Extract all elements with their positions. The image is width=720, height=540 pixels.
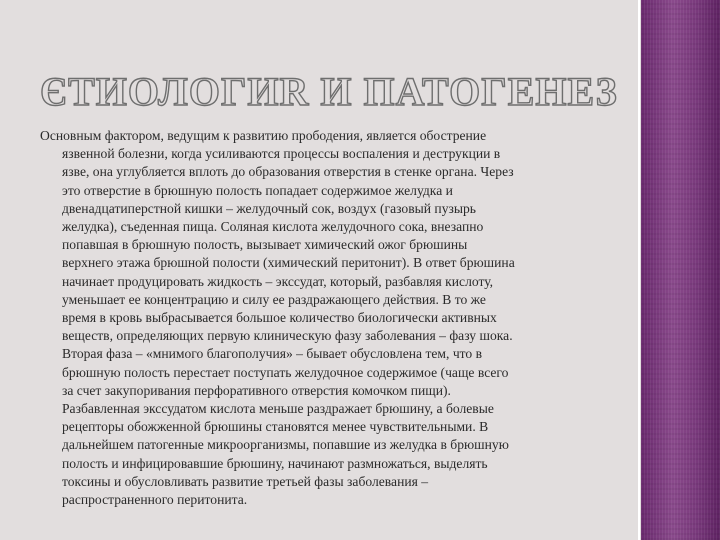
body-line: распространенного перитонита. xyxy=(62,492,248,508)
body-line: за счет закупоривания перфоративного отверстия комочком пищи). xyxy=(62,382,451,398)
body-line: желудка), съеденная пища. Соляная кислота желудочного сока, внезапно xyxy=(62,219,484,235)
slide-title: ЄТИОЛОГИR И ПАТОГЕНЕЗ xyxy=(40,69,618,114)
body-line: это отверстие в брюшную полость попадает содержимое желудка и xyxy=(62,182,453,198)
body-line: Вторая фаза – «мнимого благополучия» – бывает обусловлена тем, что в xyxy=(62,346,483,362)
body-line: Разбавленная экссудатом кислота меньше раздражает брюшину, а болевые xyxy=(62,401,494,417)
body-line: Основным фактором, ведущим к развитию прободения, является обострение xyxy=(40,128,487,143)
body-line: язве, она углубляется вплоть до образования отверстия в стенке органа. Через xyxy=(62,164,514,180)
body-line: веществ, определяющих первую клиническую фазу заболевания – фазу шока. xyxy=(62,328,513,344)
body-line: рецепторы обожженной брюшины становятся менее чувствительными. В xyxy=(62,419,489,435)
body-line: язвенной болезни, когда усиливаются процессы воспаления и деструкции в xyxy=(62,146,501,162)
body-line: токсины и обусловливать развитие третьей фазы заболевания – xyxy=(62,473,429,489)
body-line: начинает продуцировать жидкость – экссудат, который, разбавляя кислоту, xyxy=(62,273,494,289)
slide-body-text xyxy=(40,127,605,509)
body-line: брюшную полость перестает поступать желудочное содержимое (чаще всего xyxy=(62,364,509,380)
body-line: дальнейшем патогенные микроорганизмы, попавшие из желудка в брюшную xyxy=(62,437,509,453)
side-band-texture xyxy=(641,0,720,540)
side-divider-line xyxy=(638,0,640,540)
body-line: двенадцатиперстной кишки – желудочный сок, воздух (газовый пузырь xyxy=(62,200,476,216)
body-line: полость и инфицировавшие брюшину, начинают размножаться, выделять xyxy=(62,455,488,471)
body-line: уменьшает ее концентрацию и силу ее раздражающего действия. В то же xyxy=(62,291,486,307)
body-line: верхнего этажа брюшной полости (химический перитонит). В ответ брюшина xyxy=(62,255,515,271)
body-line: время в кровь выбрасывается большое количество биологически активных xyxy=(62,310,497,326)
body-line: попавшая в брюшную полость, вызывает химический ожог брюшины xyxy=(62,237,468,253)
decorative-side-band xyxy=(641,0,720,540)
